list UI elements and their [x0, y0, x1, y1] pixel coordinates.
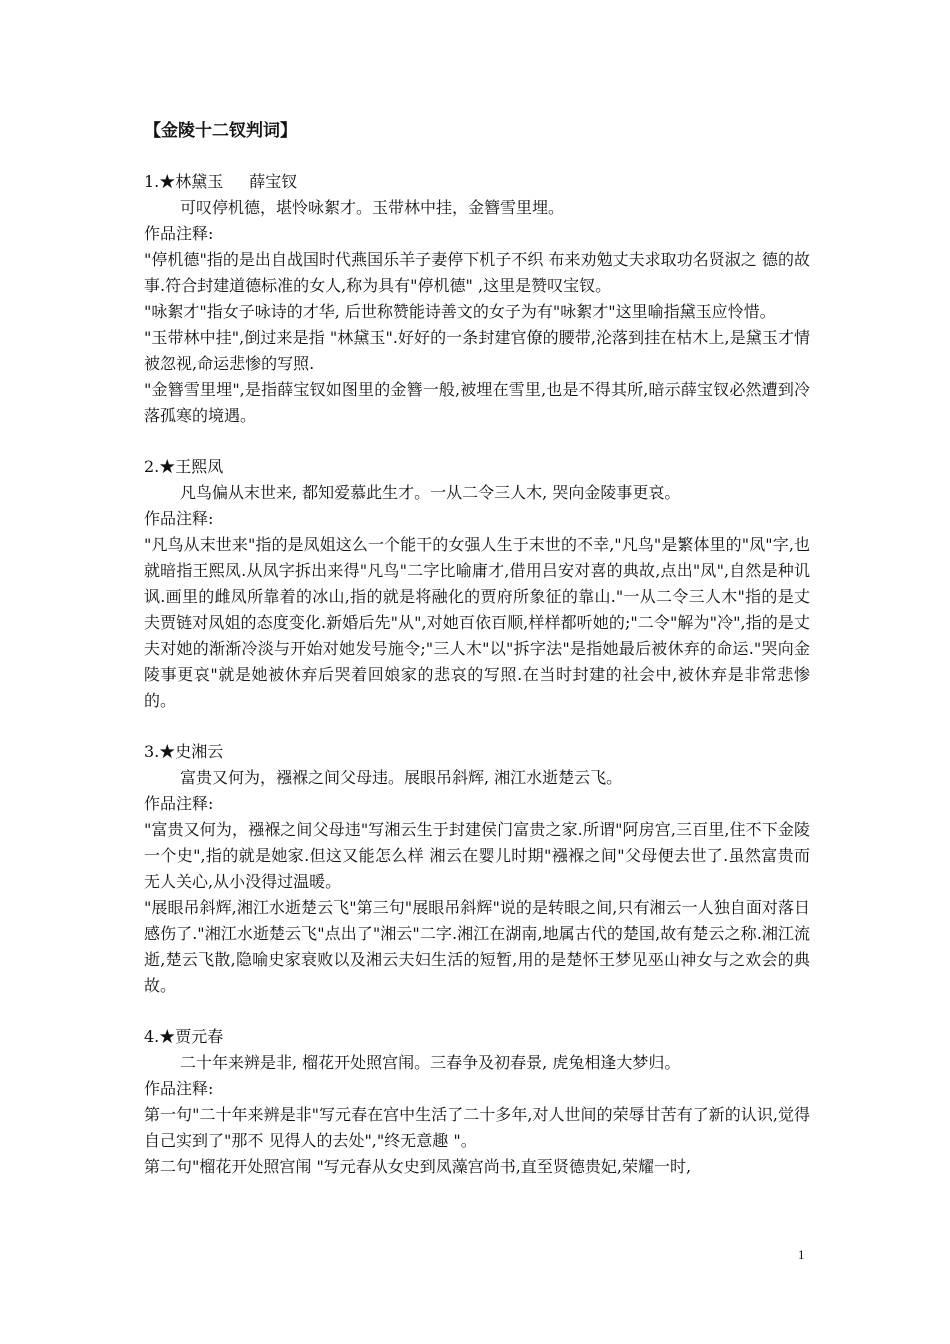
- heading-second-name: 薛宝钗: [249, 172, 298, 191]
- notes-label: 作品注释:: [144, 509, 214, 528]
- section-heading: 4.★贾元春: [144, 1027, 224, 1046]
- section-heading: 3.★史湘云: [144, 742, 224, 761]
- verdict-poem: 富贵又何为，襁褓之间父母违。展眼吊斜辉, 湘江水逝楚云飞。: [180, 768, 623, 787]
- verdict-poem: 二十年来辨是非, 榴花开处照宫闱。三春争及初春景, 虎兔相逢大梦归。: [180, 1053, 681, 1072]
- verdict-poem: 可叹停机德，堪怜咏絮才。玉带林中挂，金簪雪里埋。: [180, 198, 565, 217]
- note-paragraph: 第二句"榴花开处照宫闱 "写元春从女史到凤藻宫尚书,直至贤德贵妃,荣耀一时,: [144, 1157, 692, 1176]
- section-lin-daiyu-xue-baochai: [144, 168, 810, 429]
- section-jia-yuanchun: [144, 1023, 810, 1180]
- note-paragraph: "玉带林中挂",倒过来是指 "林黛玉".好好的一条封建官僚的腰带,沦落到挂在枯木上,是黛玉才情被忽视,命运悲惨的写照.: [144, 328, 810, 373]
- section-shi-xiangyun: [144, 738, 810, 999]
- note-paragraph: "咏絮才"指女子咏诗的才华, 后世称赞能诗善文的女子为有"咏絮才"这里喻指黛玉应怜惜。: [144, 302, 776, 321]
- note-paragraph: "凡鸟从末世来"指的是凤姐这么一个能干的女强人生于末世的不幸,"凡鸟"是繁体里的"凤"字,也就暗指王熙凤.从凤字拆出来得"凡鸟"二字比喻庸才,借用吕安对喜的典故,点出"凤",自然是种讥讽.画里的雌凤所靠着的冰山,指的就是将融化的贾府所象征的靠山."一从二令三人木"指的是丈夫贾链对凤姐的态度变化.新婚后先"从",对她百依百顺,样样都听她的;"二令"解为"冷",指的是丈夫对她的渐渐冷淡与开始对她发号施令;"三人木"以"拆字法"是指她最后被休弃的命运."哭向金陵事更哀"就是她被休弃后哭着回娘家的悲哀的写照.在当时封建的社会中,被休弃是非常悲惨的。: [144, 535, 810, 710]
- note-paragraph: 第一句"二十年来辨是非"写元春在宫中生活了二十多年,对人世间的荣辱甘苦有了新的认识,觉得自己实到了"那不 见得人的去处","终无意趣 "。: [144, 1105, 810, 1150]
- notes-label: 作品注释:: [144, 794, 214, 813]
- note-paragraph: "展眼吊斜辉,湘江水逝楚云飞"第三句"展眼吊斜辉"说的是转眼之间,只有湘云一人独自面对落日感伤了."湘江水逝楚云飞"点出了"湘云"二字.湘江在湖南,地属古代的楚国,故有楚云之称.湘江流逝,楚云飞散,隐喻史家衰败以及湘云夫妇生活的短暂,用的是楚怀王梦见巫山神女与之欢会的典故。: [144, 898, 810, 995]
- verdict-poem: 凡鸟偏从末世来, 都知爱慕此生才。一从二令三人木, 哭向金陵事更哀。: [180, 483, 681, 502]
- note-paragraph: "停机德"指的是出自战国时代燕国乐羊子妻停下机子不织 布来劝勉丈夫求取功名贤淑之 德的故事.符合封建道德标准的女人,称为具有"停机德" ,这里是赞叹宝钗。: [144, 250, 810, 295]
- document-page: [144, 118, 810, 1204]
- note-paragraph: "富贵又何为，襁褓之间父母违"写湘云生于封建侯门富贵之家.所谓"阿房宫,三百里,住不下金陵一个史",指的就是她家.但这又能怎么样 湘云在婴儿时期"襁褓之间"父母便去世了.虽然富贵而无人关心,从小没得过温暖。: [144, 820, 810, 891]
- document-title: 【金陵十二钗判词】: [144, 121, 297, 141]
- heading-name: 1.★林黛玉: [144, 172, 224, 191]
- note-paragraph: "金簪雪里埋",是指薛宝钗如图里的金簪一般,被埋在雪里,也是不得其所,暗示薛宝钗必然遭到冷落孤寒的境遇。: [144, 380, 810, 425]
- section-heading: 2.★王熙凤: [144, 457, 224, 476]
- notes-label: 作品注释:: [144, 1079, 214, 1098]
- section-heading: [144, 168, 810, 195]
- page-number: 1: [798, 1247, 805, 1262]
- section-wang-xifeng: [144, 453, 810, 714]
- notes-label: 作品注释:: [144, 224, 214, 243]
